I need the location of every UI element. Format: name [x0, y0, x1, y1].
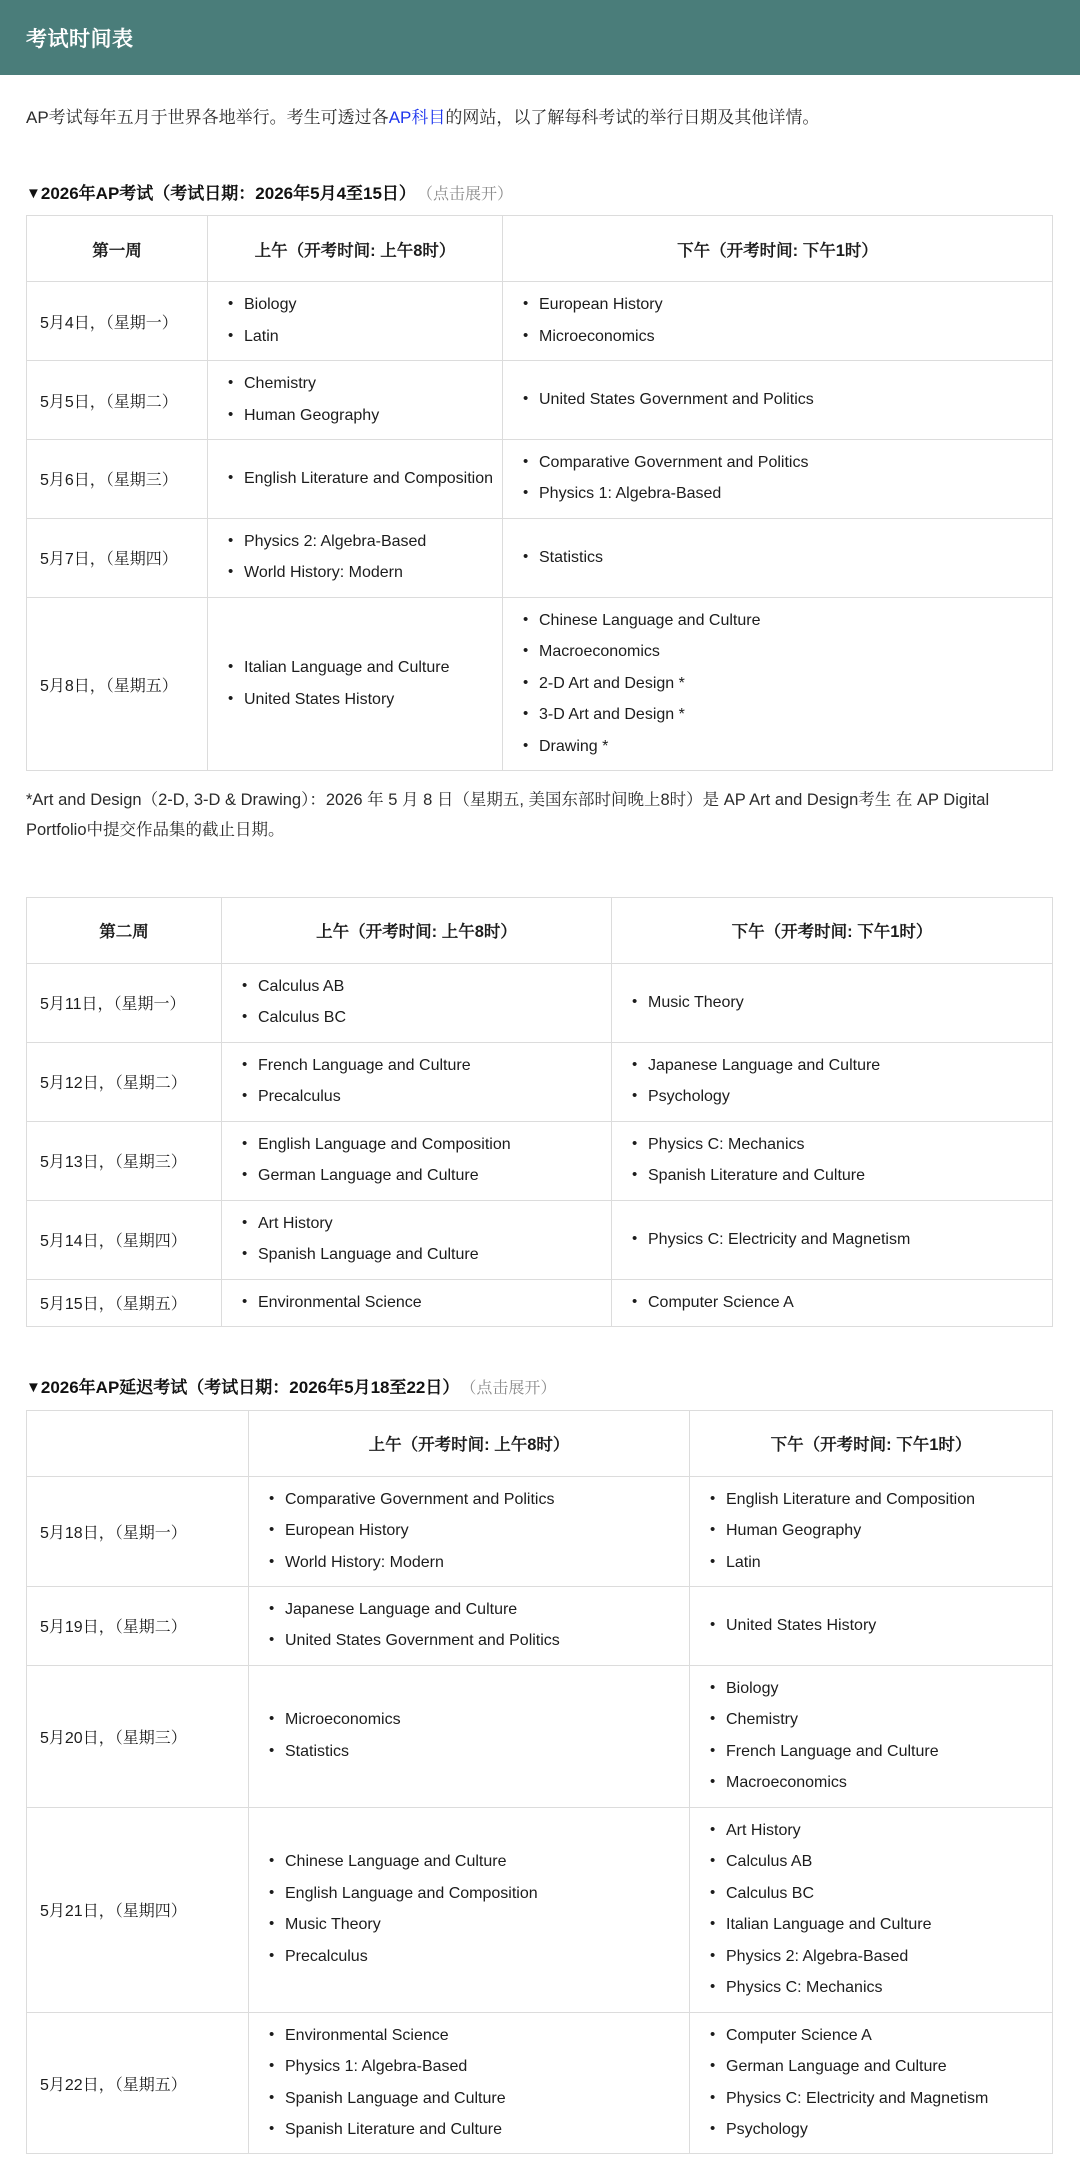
subject-list — [267, 1710, 679, 1762]
subject-item: • Physics 1: Algebra-Based — [521, 484, 1042, 504]
table-row — [27, 518, 1053, 597]
subject-item: • Comparative Government and Politics — [267, 1490, 679, 1510]
subject-list — [240, 977, 601, 1029]
subject-item: • Latin — [226, 327, 492, 347]
morning-subjects-cell — [222, 1042, 612, 1121]
subject-item: • Calculus AB — [708, 1852, 1042, 1872]
subject-list — [226, 532, 492, 584]
subject-item: • Art History — [708, 1821, 1042, 1841]
subject-list — [226, 658, 492, 710]
subject-list — [630, 993, 1042, 1013]
subject-item: • English Language and Composition — [267, 1884, 679, 1904]
afternoon-subjects-cell — [690, 2012, 1053, 2154]
morning-subjects-cell — [249, 1665, 690, 1807]
exam-schedule-table-week1 — [26, 215, 1053, 771]
subject-list — [226, 469, 492, 489]
content-area — [0, 103, 1080, 2180]
exam-date-cell: 5月6日，（星期三） — [27, 440, 208, 519]
subject-list — [521, 390, 1042, 410]
subject-item: • Psychology — [630, 1087, 1042, 1107]
afternoon-subjects-cell — [690, 1476, 1053, 1586]
page-title: 考试时间表 — [26, 27, 134, 51]
table-row — [27, 597, 1053, 770]
subject-item: • Microeconomics — [267, 1710, 679, 1730]
table-header-row — [27, 897, 1053, 963]
afternoon-subjects-cell — [690, 1807, 1053, 2012]
afternoon-subjects-cell — [690, 1665, 1053, 1807]
subject-item: • United States History — [708, 1616, 1042, 1636]
subject-item: • Drawing * — [521, 737, 1042, 757]
table-row — [27, 1586, 1053, 1665]
table-row — [27, 1279, 1053, 1326]
exam-date-cell: 5月8日，（星期五） — [27, 597, 208, 770]
morning-subjects-cell — [249, 1476, 690, 1586]
table-row — [27, 1807, 1053, 2012]
subject-item: • United States Government and Politics — [267, 1631, 679, 1651]
spacer — [26, 2154, 1054, 2180]
section-expand-hint: （点击展开） — [424, 185, 513, 203]
subject-item: • French Language and Culture — [708, 1742, 1042, 1762]
subject-item: • Italian Language and Culture — [226, 658, 492, 678]
footnote-line-1: *Art and Design（2-D, 3-D & Drawing）：2026 年 5 月 8 日（星期五, 美国东部时间晚上8时）是 AP Art and Design考生 — [26, 791, 892, 810]
subject-item: • Chinese Language and Culture — [267, 1852, 679, 1872]
table-head — [27, 216, 1053, 282]
exam-schedule-table-late — [26, 1410, 1053, 2155]
subject-item: • Chemistry — [708, 1710, 1042, 1730]
subject-item: • German Language and Culture — [240, 1166, 601, 1186]
afternoon-subjects-cell — [503, 597, 1053, 770]
table-row — [27, 282, 1053, 361]
exam-date-cell: 5月15日，（星期五） — [27, 1279, 222, 1326]
column-header-week: 第二周 — [27, 897, 222, 963]
table-header-row — [27, 216, 1053, 282]
exam-date-cell: 5月12日，（星期二） — [27, 1042, 222, 1121]
morning-subjects-cell — [222, 1200, 612, 1279]
subject-list — [267, 1852, 679, 1967]
subject-item: • Human Geography — [708, 1521, 1042, 1541]
table-body-late — [27, 1476, 1053, 2154]
subject-list — [240, 1293, 601, 1313]
column-header-blank — [27, 1410, 249, 1476]
subject-item: • Comparative Government and Politics — [521, 453, 1042, 473]
subject-item: • Spanish Language and Culture — [240, 1245, 601, 1265]
ap-subjects-link[interactable]: AP科目 — [388, 108, 446, 127]
subject-list — [521, 453, 1042, 505]
subject-item: • Physics C: Mechanics — [630, 1135, 1042, 1155]
morning-subjects-cell — [208, 282, 503, 361]
subject-list — [226, 374, 492, 426]
subject-item: • 2-D Art and Design * — [521, 674, 1042, 694]
subject-item: • Human Geography — [226, 406, 492, 426]
table-head — [27, 1410, 1053, 1476]
column-header-afternoon: 下午（开考时间: 下午1时） — [612, 897, 1053, 963]
subject-list — [630, 1135, 1042, 1187]
subject-list — [630, 1056, 1042, 1108]
subject-list — [708, 1821, 1042, 1999]
afternoon-subjects-cell — [612, 1042, 1053, 1121]
morning-subjects-cell — [222, 963, 612, 1042]
subject-item: • United States Government and Politics — [521, 390, 1042, 410]
subject-item: • Spanish Literature and Culture — [630, 1166, 1042, 1186]
section-title-text: 2026年AP考试（考试日期：2026年5月4至15日） — [40, 183, 416, 203]
subject-item: • English Language and Composition — [240, 1135, 601, 1155]
subject-item: • Latin — [708, 1553, 1042, 1573]
subject-item: • Spanish Literature and Culture — [267, 2120, 679, 2140]
subject-item: • Art History — [240, 1214, 601, 1234]
section-title-text: 2026年AP延迟考试（考试日期：2026年5月18至22日） — [40, 1378, 460, 1398]
subject-item: • Physics 2: Algebra-Based — [708, 1947, 1042, 1967]
afternoon-subjects-cell — [612, 1121, 1053, 1200]
subject-item: • Biology — [226, 295, 492, 315]
subject-item: • English Literature and Composition — [708, 1490, 1042, 1510]
subject-list — [521, 548, 1042, 568]
subject-list — [240, 1135, 601, 1187]
morning-subjects-cell — [208, 361, 503, 440]
subject-item: • Italian Language and Culture — [708, 1915, 1042, 1935]
afternoon-subjects-cell — [503, 440, 1053, 519]
afternoon-subjects-cell — [503, 282, 1053, 361]
subject-item: • European History — [267, 1521, 679, 1541]
afternoon-subjects-cell — [612, 963, 1053, 1042]
column-header-afternoon: 下午（开考时间: 下午1时） — [690, 1410, 1053, 1476]
subject-list — [521, 295, 1042, 347]
subject-item: • Computer Science A — [630, 1293, 1042, 1313]
table-row — [27, 1476, 1053, 1586]
table-row — [27, 963, 1053, 1042]
subject-item: • Music Theory — [267, 1915, 679, 1935]
afternoon-subjects-cell — [612, 1279, 1053, 1326]
subject-list — [267, 1490, 679, 1573]
subject-list — [708, 2026, 1042, 2141]
chevron-down-icon: ▼ — [26, 1379, 41, 1397]
subject-item: • Environmental Science — [267, 2026, 679, 2046]
subject-item: • Computer Science A — [708, 2026, 1042, 2046]
subject-item: • Microeconomics — [521, 327, 1042, 347]
exam-date-cell: 5月20日，（星期三） — [27, 1665, 249, 1807]
subject-list — [630, 1230, 1042, 1250]
exam-date-cell: 5月4日，（星期一） — [27, 282, 208, 361]
exam-date-cell: 5月14日，（星期四） — [27, 1200, 222, 1279]
table-body-week2 — [27, 963, 1053, 1326]
subject-item: • Macroeconomics — [521, 642, 1042, 662]
table-row — [27, 1042, 1053, 1121]
footnote-line-2: 在 AP Digital Portfolio中提交作品集的截止日期。 — [26, 791, 990, 839]
subject-list — [521, 611, 1042, 757]
subject-item: • Physics C: Mechanics — [708, 1978, 1042, 1998]
subject-list — [267, 1600, 679, 1652]
subject-item: • Chemistry — [226, 374, 492, 394]
subject-item: • Environmental Science — [240, 1293, 601, 1313]
afternoon-subjects-cell — [503, 518, 1053, 597]
subject-list — [240, 1056, 601, 1108]
exam-date-cell: 5月19日，（星期二） — [27, 1586, 249, 1665]
subject-item: • French Language and Culture — [240, 1056, 601, 1076]
subject-item: • Biology — [708, 1679, 1042, 1699]
morning-subjects-cell — [208, 597, 503, 770]
exam-date-cell: 5月13日，（星期三） — [27, 1121, 222, 1200]
section-header-ap-exams[interactable] — [26, 182, 1054, 206]
subject-item: • Physics 2: Algebra-Based — [226, 532, 492, 552]
afternoon-subjects-cell — [690, 1586, 1053, 1665]
table-head — [27, 897, 1053, 963]
afternoon-subjects-cell — [612, 1200, 1053, 1279]
subject-item: • Macroeconomics — [708, 1773, 1042, 1793]
subject-item: • English Literature and Composition — [226, 469, 492, 489]
subject-item: • Psychology — [708, 2120, 1042, 2140]
subject-item: • Physics C: Electricity and Magnetism — [708, 2089, 1042, 2109]
column-header-afternoon: 下午（开考时间: 下午1时） — [503, 216, 1053, 282]
table-body-week1 — [27, 282, 1053, 771]
exam-date-cell: 5月21日，（星期四） — [27, 1807, 249, 2012]
intro-text-before: AP考试每年五月于世界各地举行。考生可透过各 — [26, 108, 389, 127]
table-row — [27, 2012, 1053, 2154]
subject-list — [226, 295, 492, 347]
exam-date-cell: 5月22日，（星期五） — [27, 2012, 249, 2154]
morning-subjects-cell — [249, 1807, 690, 2012]
morning-subjects-cell — [249, 1586, 690, 1665]
subject-list — [240, 1214, 601, 1266]
subject-item: • Calculus BC — [708, 1884, 1042, 1904]
section-expand-hint: （点击展开） — [468, 1380, 557, 1398]
subject-item: • Japanese Language and Culture — [267, 1600, 679, 1620]
subject-item: • German Language and Culture — [708, 2057, 1042, 2077]
subject-item: • World History: Modern — [226, 563, 492, 583]
intro-text-after: 的网站，以了解每科考试的举行日期及其他详情。 — [445, 108, 820, 127]
art-design-footnote — [26, 786, 1054, 845]
table-row — [27, 1200, 1053, 1279]
exam-date-cell: 5月11日，（星期一） — [27, 963, 222, 1042]
morning-subjects-cell — [249, 2012, 690, 2154]
chevron-down-icon: ▼ — [26, 184, 41, 202]
spacer — [26, 845, 1054, 897]
subject-item: • Statistics — [521, 548, 1042, 568]
subject-item: • Physics C: Electricity and Magnetism — [630, 1230, 1042, 1250]
afternoon-subjects-cell — [503, 361, 1053, 440]
column-header-week: 第一周 — [27, 216, 208, 282]
table-header-row — [27, 1410, 1053, 1476]
morning-subjects-cell — [208, 440, 503, 519]
morning-subjects-cell — [222, 1121, 612, 1200]
intro-paragraph — [26, 103, 1054, 133]
subject-item: • Japanese Language and Culture — [630, 1056, 1042, 1076]
column-header-morning: 上午（开考时间: 上午8时） — [208, 216, 503, 282]
page-header — [0, 0, 1080, 75]
subject-item: • Calculus AB — [240, 977, 601, 997]
section-header-late-exams[interactable] — [26, 1376, 1054, 1400]
column-header-morning: 上午（开考时间: 上午8时） — [222, 897, 612, 963]
exam-date-cell: 5月7日，（星期四） — [27, 518, 208, 597]
exam-date-cell: 5月18日，（星期一） — [27, 1476, 249, 1586]
subject-list — [708, 1616, 1042, 1636]
subject-item: • Calculus BC — [240, 1008, 601, 1028]
exam-date-cell: 5月5日，（星期二） — [27, 361, 208, 440]
table-row — [27, 440, 1053, 519]
subject-item: • Precalculus — [240, 1087, 601, 1107]
morning-subjects-cell — [222, 1279, 612, 1326]
subject-item: • Physics 1: Algebra-Based — [267, 2057, 679, 2077]
subject-item: • European History — [521, 295, 1042, 315]
subject-item: • 3-D Art and Design * — [521, 705, 1042, 725]
subject-item: • Statistics — [267, 1742, 679, 1762]
subject-list — [708, 1679, 1042, 1794]
table-row — [27, 1665, 1053, 1807]
table-row — [27, 361, 1053, 440]
subject-list — [630, 1293, 1042, 1313]
morning-subjects-cell — [208, 518, 503, 597]
subject-item: • Precalculus — [267, 1947, 679, 1967]
subject-item: • Music Theory — [630, 993, 1042, 1013]
subject-item: • World History: Modern — [267, 1553, 679, 1573]
column-header-morning: 上午（开考时间: 上午8时） — [249, 1410, 690, 1476]
subject-list — [708, 1490, 1042, 1573]
subject-item: • United States History — [226, 690, 492, 710]
exam-schedule-table-week2 — [26, 897, 1053, 1327]
subject-item: • Spanish Language and Culture — [267, 2089, 679, 2109]
subject-item: • Chinese Language and Culture — [521, 611, 1042, 631]
table-row — [27, 1121, 1053, 1200]
subject-list — [267, 2026, 679, 2141]
